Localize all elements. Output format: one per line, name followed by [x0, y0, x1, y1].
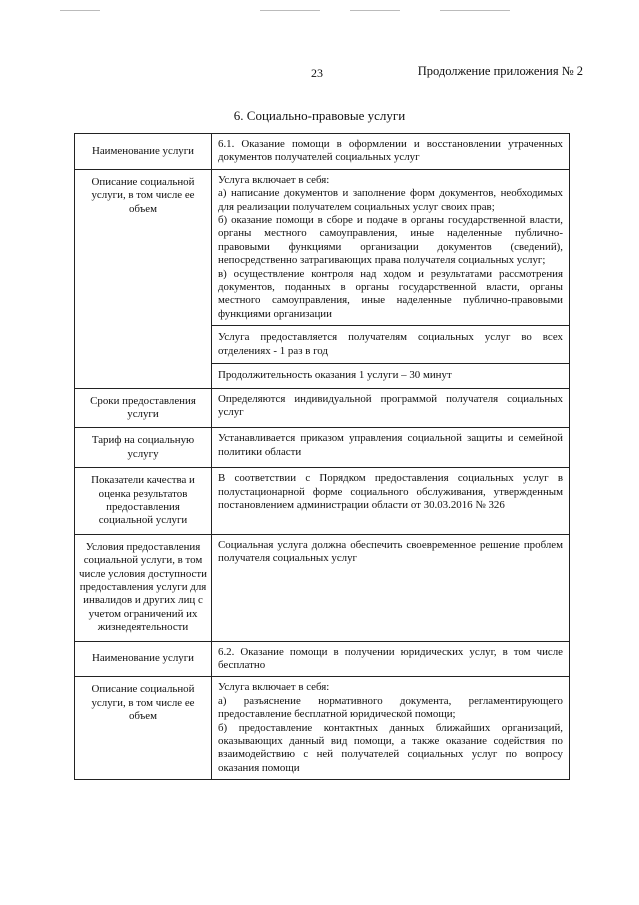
row-content: Устанавливается приказом управления социальной защиты и семейной политики области — [212, 428, 570, 468]
row-content — [212, 677, 570, 780]
page-number: 23 — [311, 66, 323, 80]
row-label: Описание социальной услуги, в том числе ее объем — [75, 169, 212, 388]
frequency-text: Услуга предоставляется получателям социальных услуг во всех отделениях - 1 раз в год — [212, 326, 570, 364]
row-content: 6.1. Оказание помощи в оформлении и восстановлении утраченных документов получателей социальных услуг — [212, 134, 570, 170]
row-label: Тариф на социальную услугу — [75, 428, 212, 468]
table-row — [75, 641, 570, 677]
row-label: Описание социальной услуги, в том числе ее объем — [75, 677, 212, 780]
row-content: Социальная услуга должна обеспечить своевременное решение проблем получателя социальных услуг — [212, 534, 570, 641]
list-item: Услуга включает в себя: — [218, 173, 330, 186]
row-content: В соответствии с Порядком предоставления социальных услуг в полустационарной форме социального обслуживания, утвержденным постановлением администрации области от 30.03.2016 № 326 — [212, 468, 570, 535]
list-item: б) предоставление контактных данных ближайших организаций, оказывающих данный вид помощи, а также оказание содействия по взаимодействию с ней получателей социальных услуг по вопросу оказания помощи — [218, 721, 563, 774]
scan-mark — [440, 10, 510, 11]
table-row — [75, 534, 570, 641]
scan-mark — [60, 10, 100, 11]
table-row — [75, 388, 570, 428]
scan-mark — [260, 10, 320, 11]
services-table — [74, 133, 570, 780]
table-row — [75, 134, 570, 170]
row-label: Наименование услуги — [75, 134, 212, 170]
row-content — [212, 169, 570, 325]
scan-mark — [350, 10, 400, 11]
appendix-continuation: Продолжение приложения № 2 — [417, 64, 583, 78]
table-row — [75, 428, 570, 468]
list-item: б) оказание помощи в сборе и подаче в органы государственной власти, органы местного самоуправления, иные наделенные публично-правовыми функциями организации документов (сведений), непосредственно затрагивающих права получателя социальных услуг; — [218, 214, 563, 267]
scan-edge-marks — [60, 10, 599, 16]
row-content: Определяются индивидуальной программой получателя социальных услуг — [212, 388, 570, 428]
table-row — [75, 169, 570, 325]
section-title: 6. Социально-правовые услуги — [233, 108, 406, 123]
table-row — [75, 468, 570, 535]
list-item: в) осуществление контроля над ходом и результатами рассмотрения документов, поданных в органы государственной власти, органы местного самоуправления, иные наделенные публично-правовыми функциями организации — [218, 267, 563, 320]
row-label: Условия предоставления социальной услуги, в том числе условия доступности предоставления услуги для инвалидов и других лиц с учетом ограничений их жизнедеятельности — [75, 534, 212, 641]
row-label: Показатели качества и оценка результатов предоставления социальной услуги — [75, 468, 212, 535]
list-item: а) написание документов и заполнение форм документов, необходимых для реализации получателем социальных услуг своих прав; — [218, 187, 563, 213]
duration-text: Продолжительность оказания 1 услуги – 30 минут — [212, 364, 570, 388]
table-row — [75, 677, 570, 780]
list-item: а) разъяснение нормативного документа, регламентирующего предоставление бесплатной юридической помощи; — [218, 694, 563, 721]
row-label: Наименование услуги — [75, 641, 212, 677]
row-label: Сроки предоставления услуги — [75, 388, 212, 428]
row-content: 6.2. Оказание помощи в получении юридических услуг, в том числе бесплатно — [212, 641, 570, 677]
list-item: Услуга включает в себя: — [218, 681, 330, 694]
